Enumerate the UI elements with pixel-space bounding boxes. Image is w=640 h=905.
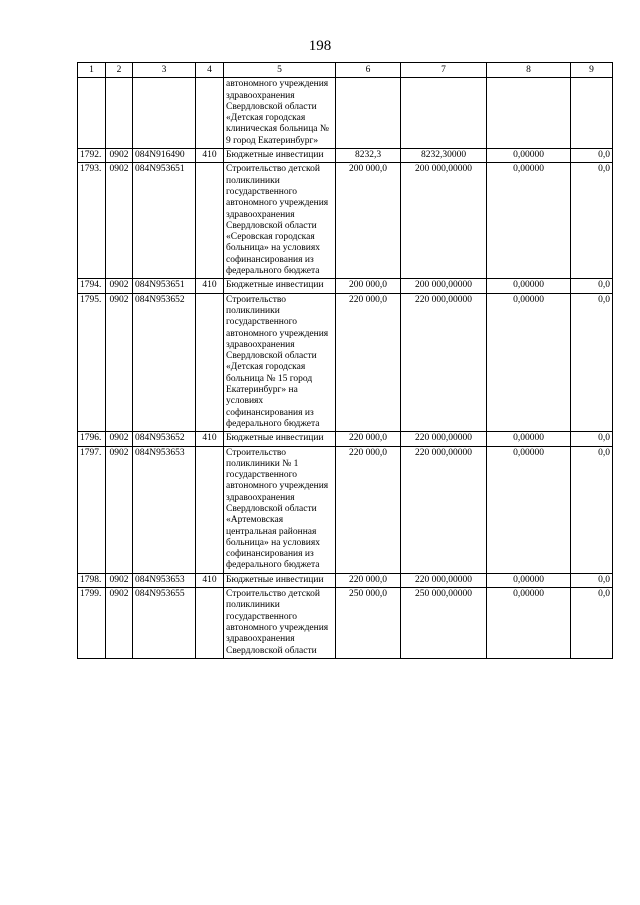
- amount-col6: 200 000,0: [336, 163, 401, 279]
- header-cell: 3: [133, 63, 196, 78]
- section-code: 0902: [106, 293, 133, 432]
- section-code: 0902: [106, 163, 133, 279]
- amount-col7: 220 000,00000: [401, 293, 487, 432]
- item-name: Бюджетные инвестиции: [224, 432, 336, 446]
- header-cell: 1: [78, 63, 106, 78]
- amount-col9: 0,0: [571, 149, 613, 163]
- amount-col8: 0,00000: [487, 293, 571, 432]
- amount-col9: 0,0: [571, 573, 613, 587]
- amount-col6: 220 000,0: [336, 432, 401, 446]
- amount-col9: [571, 78, 613, 149]
- amount-col6: 220 000,0: [336, 573, 401, 587]
- expense-type: [196, 163, 224, 279]
- target-code: [133, 78, 196, 149]
- amount-col7: [401, 78, 487, 149]
- item-name: Бюджетные инвестиции: [224, 149, 336, 163]
- section-code: 0902: [106, 588, 133, 659]
- amount-col8: 0,00000: [487, 432, 571, 446]
- amount-col8: 0,00000: [487, 279, 571, 293]
- budget-table: [77, 62, 613, 659]
- amount-col6: 8232,3: [336, 149, 401, 163]
- expense-type: 410: [196, 149, 224, 163]
- target-code: 084N953652: [133, 293, 196, 432]
- amount-col6: 250 000,0: [336, 588, 401, 659]
- table-row: [78, 78, 613, 149]
- amount-col8: 0,00000: [487, 573, 571, 587]
- target-code: 084N953651: [133, 163, 196, 279]
- table-row: [78, 163, 613, 279]
- expense-type: [196, 588, 224, 659]
- section-code: 0902: [106, 149, 133, 163]
- table-row: [78, 149, 613, 163]
- item-name: Строительство детской поликлиники государственного автономного учреждения здравоохранения Свердловской области: [224, 588, 336, 659]
- expense-type: 410: [196, 279, 224, 293]
- page-number: 198: [308, 38, 332, 54]
- item-name: Строительство поликлиники № 1 государственного автономного учреждения здравоохранения Свердловской области «Артемовская центральная районная больница» на условиях софинансирования из федерального бюджета: [224, 446, 336, 573]
- amount-col6: 220 000,0: [336, 446, 401, 573]
- header-cell: 8: [487, 63, 571, 78]
- item-name: Бюджетные инвестиции: [224, 573, 336, 587]
- expense-type: 410: [196, 432, 224, 446]
- row-number: 1799.: [78, 588, 106, 659]
- expense-type: [196, 78, 224, 149]
- expense-type: [196, 293, 224, 432]
- target-code: 084N953651: [133, 279, 196, 293]
- section-code: [106, 78, 133, 149]
- amount-col7: 220 000,00000: [401, 573, 487, 587]
- item-name: автономного учреждения здравоохранения Свердловской области «Детская городская клиническая больница № 9 город Екатеринбург»: [224, 78, 336, 149]
- row-number: 1794.: [78, 279, 106, 293]
- table-row: [78, 279, 613, 293]
- table-row: [78, 432, 613, 446]
- header-cell: 2: [106, 63, 133, 78]
- table-row: [78, 588, 613, 659]
- amount-col8: 0,00000: [487, 588, 571, 659]
- expense-type: [196, 446, 224, 573]
- amount-col7: 220 000,00000: [401, 446, 487, 573]
- amount-col8: 0,00000: [487, 163, 571, 279]
- section-code: 0902: [106, 279, 133, 293]
- header-cell: 6: [336, 63, 401, 78]
- item-name: Строительство поликлиники государственного автономного учреждения здравоохранения Свердловской области «Детская городская больница № 15 город Екатеринбург» на условиях софинансирования из федерального бюджета: [224, 293, 336, 432]
- amount-col7: 250 000,00000: [401, 588, 487, 659]
- row-number: [78, 78, 106, 149]
- table-row: [78, 293, 613, 432]
- row-number: 1797.: [78, 446, 106, 573]
- amount-col9: 0,0: [571, 432, 613, 446]
- row-number: 1793.: [78, 163, 106, 279]
- target-code: 084N953655: [133, 588, 196, 659]
- amount-col9: 0,0: [571, 163, 613, 279]
- header-row: [78, 63, 613, 78]
- item-name: Бюджетные инвестиции: [224, 279, 336, 293]
- row-number: 1795.: [78, 293, 106, 432]
- amount-col6: [336, 78, 401, 149]
- header-cell: 4: [196, 63, 224, 78]
- section-code: 0902: [106, 573, 133, 587]
- amount-col9: 0,0: [571, 293, 613, 432]
- row-number: 1796.: [78, 432, 106, 446]
- item-name: Строительство детской поликлиники государственного автономного учреждения здравоохранения Свердловской области «Серовская городская больница» на условиях софинансирования из федерального бюджета: [224, 163, 336, 279]
- section-code: 0902: [106, 446, 133, 573]
- amount-col9: 0,0: [571, 446, 613, 573]
- header-cell: 5: [224, 63, 336, 78]
- amount-col8: [487, 78, 571, 149]
- target-code: 084N916490: [133, 149, 196, 163]
- amount-col7: 200 000,00000: [401, 163, 487, 279]
- amount-col6: 200 000,0: [336, 279, 401, 293]
- amount-col8: 0,00000: [487, 446, 571, 573]
- amount-col8: 0,00000: [487, 149, 571, 163]
- header-cell: 9: [571, 63, 613, 78]
- row-number: 1798.: [78, 573, 106, 587]
- table-row: [78, 446, 613, 573]
- table-row: [78, 573, 613, 587]
- amount-col6: 220 000,0: [336, 293, 401, 432]
- target-code: 084N953653: [133, 573, 196, 587]
- amount-col9: 0,0: [571, 588, 613, 659]
- section-code: 0902: [106, 432, 133, 446]
- header-cell: 7: [401, 63, 487, 78]
- amount-col9: 0,0: [571, 279, 613, 293]
- row-number: 1792.: [78, 149, 106, 163]
- target-code: 084N953652: [133, 432, 196, 446]
- expense-type: 410: [196, 573, 224, 587]
- amount-col7: 200 000,00000: [401, 279, 487, 293]
- amount-col7: 8232,30000: [401, 149, 487, 163]
- amount-col7: 220 000,00000: [401, 432, 487, 446]
- target-code: 084N953653: [133, 446, 196, 573]
